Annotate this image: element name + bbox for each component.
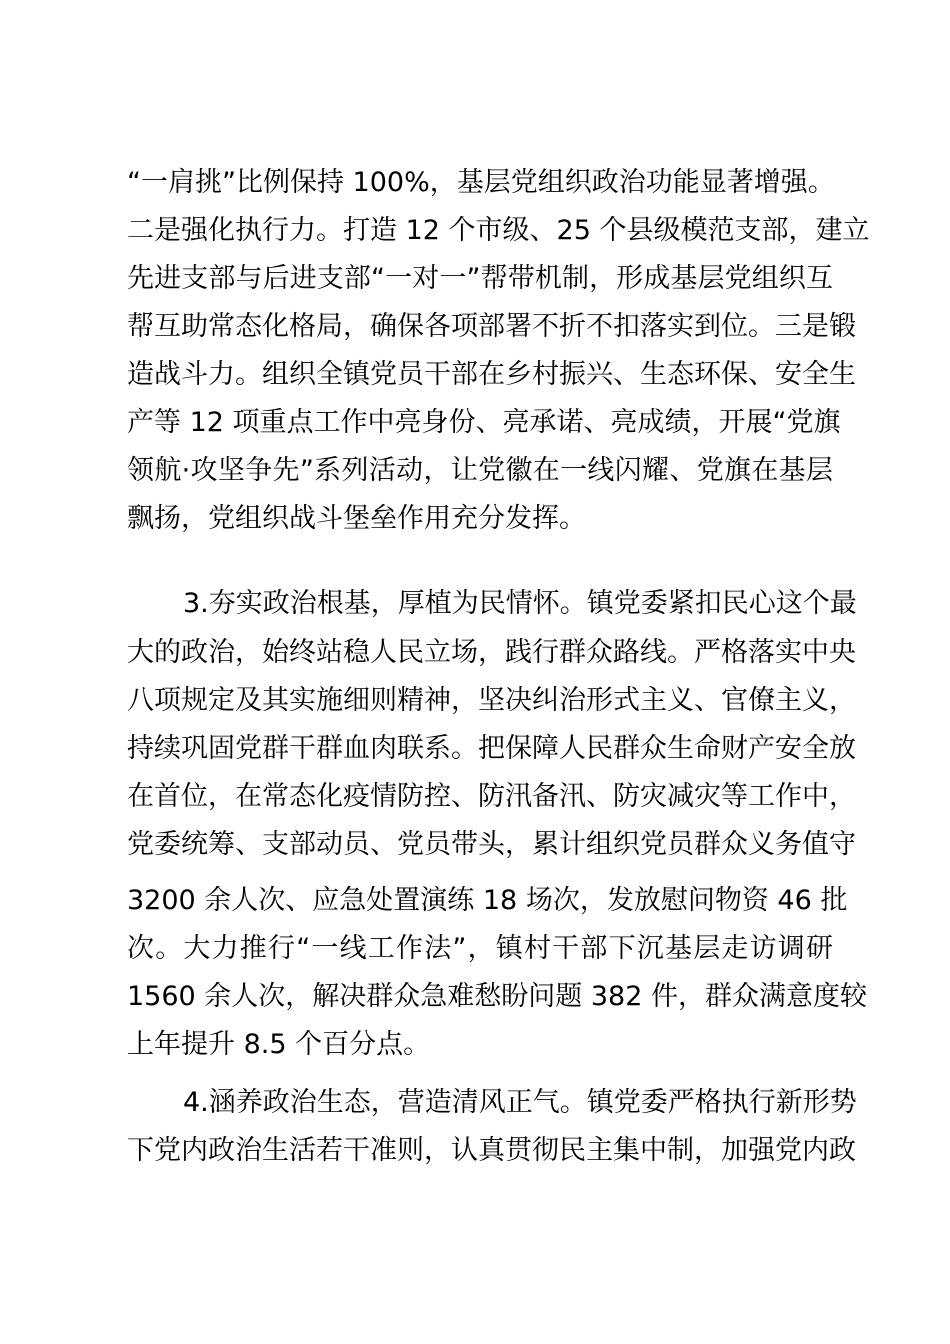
text-line: 先进支部与后进支部“一对一”帮带机制，形成基层党组织互	[127, 263, 833, 294]
text-line: 大的政治，始终站稳人民立场，践行群众路线。严格落实中央	[127, 637, 856, 668]
text-line: 3200 余人次、应急处置演练 18 场次，发放慰问物资 46 批	[127, 885, 848, 916]
text-line: 帮互助常态化格局，确保各项部署不折不扣落实到位。三是锻	[127, 311, 856, 342]
text-line: 党委统筹、支部动员、党员带头，累计组织党员群众义务值守	[127, 829, 856, 860]
text-line: 在首位，在常态化疫情防控、防汛备汛、防灾减灾等工作中，	[127, 781, 856, 812]
text-line: 八项规定及其实施细则精神，坚决纠治形式主义、官僚主义，	[127, 685, 856, 716]
paragraph-heading-line: 3.夯实政治根基，厚植为民情怀。镇党委紧扣民心这个最	[183, 588, 857, 619]
text-line: 二是强化执行力。打造 12 个市级、25 个县级模范支部，建立	[127, 215, 870, 246]
text-line: 造战斗力。组织全镇党员干部在乡村振兴、生态环保、安全生	[127, 359, 856, 390]
text-line: 飘扬，党组织战斗堡垒作用充分发挥。	[127, 503, 586, 534]
text-line: 产等 12 项重点工作中亮身份、亮承诺、亮成绩，开展“党旗	[127, 407, 841, 438]
text-line: 领航·攻坚争先”系列活动，让党徽在一线闪耀、党旗在基层	[127, 455, 833, 486]
text-line: 次。大力推行“一线工作法”，镇村干部下沉基层走访调研	[127, 933, 833, 964]
text-line: 1560 余人次，解决群众急难愁盼问题 382 件，群众满意度较	[127, 981, 867, 1012]
text-line: 持续巩固党群干群血肉联系。把保障人民群众生命财产安全放	[127, 733, 856, 764]
text-line: 下党内政治生活若干准则，认真贯彻民主集中制，加强党内政	[127, 1135, 856, 1166]
paragraph-heading-line: 4.涵养政治生态，营造清风正气。镇党委严格执行新形势	[183, 1087, 857, 1118]
text-line: 上年提升 8.5 个百分点。	[127, 1029, 431, 1060]
text-line: “一肩挑”比例保持 100%，基层党组织政治功能显著增强。	[127, 167, 835, 198]
